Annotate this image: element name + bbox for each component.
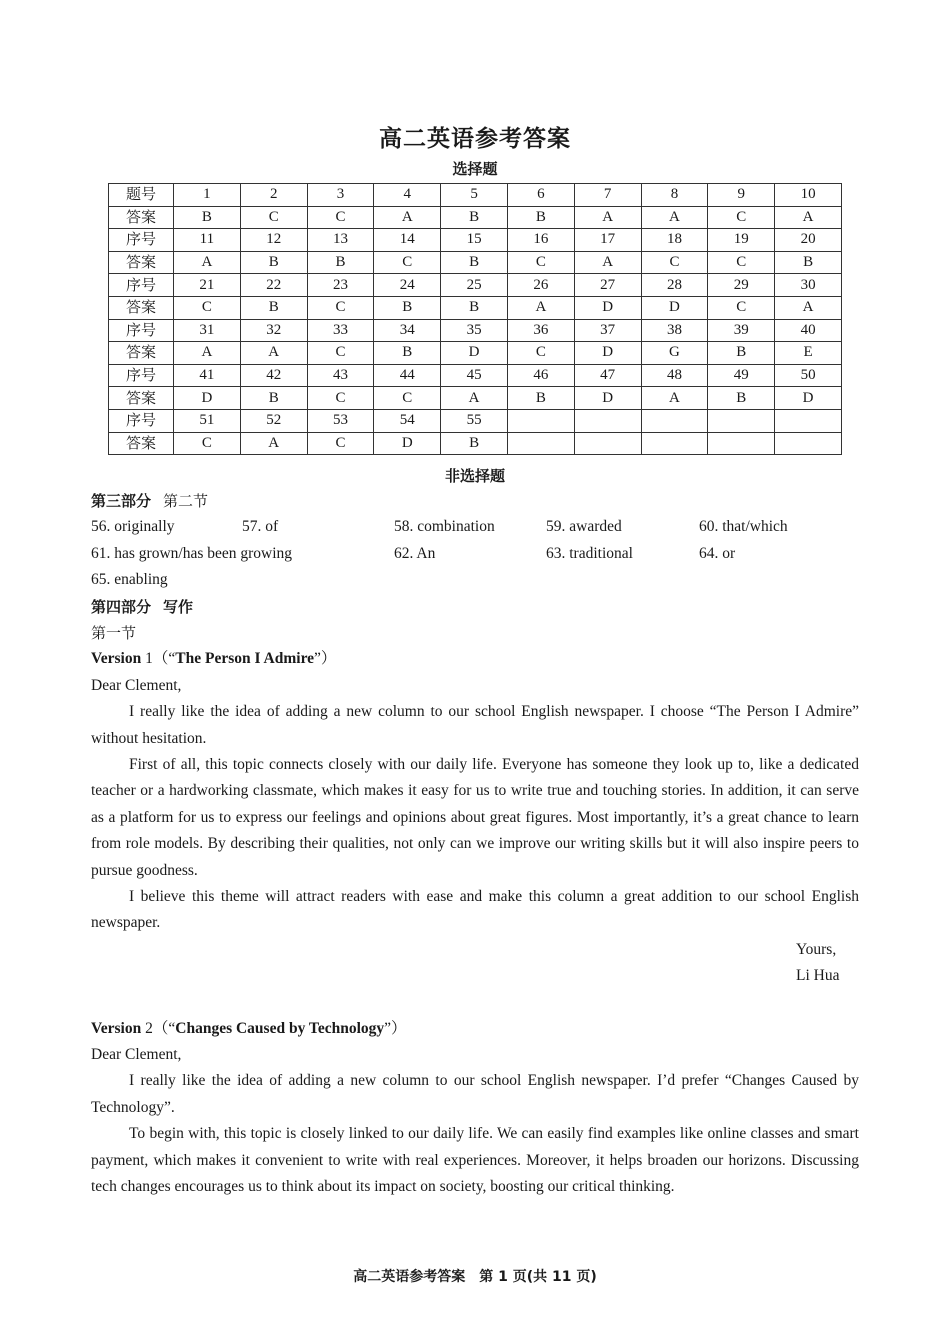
table-cell: 28	[641, 274, 708, 297]
table-cell: 44	[374, 364, 441, 387]
table-cell: 41	[174, 364, 241, 387]
table-cell: 5	[441, 184, 508, 207]
answer-row-2	[91, 541, 859, 567]
table-cell: C	[307, 296, 374, 319]
table-cell: 54	[374, 409, 441, 432]
table-cell: 38	[641, 319, 708, 342]
version1-label: Version	[91, 650, 142, 668]
table-cell: A	[775, 206, 842, 229]
version2-paragraph-2: To begin with, this topic is closely linked to our daily life. We can easily find examples like online classes and smart payment, which makes it convenient to write with real experiences. Moreover, it helps broaden our horizons. Discussing tech changes encourages us to think about its impact on society, boosting our critical thinking.	[91, 1125, 859, 1196]
table-cell: B	[374, 296, 441, 319]
table-cell: 2	[240, 184, 307, 207]
table-cell: 8	[641, 184, 708, 207]
answer-64: 64. or	[699, 544, 736, 562]
table-cell: A	[174, 251, 241, 274]
table-cell: 50	[775, 364, 842, 387]
table-cell: B	[240, 251, 307, 274]
table-cell: 27	[574, 274, 641, 297]
row-label: 序号	[109, 229, 174, 252]
table-cell	[775, 432, 842, 455]
row-label: 答案	[109, 342, 174, 365]
table-cell: 35	[441, 319, 508, 342]
table-cell: 29	[708, 274, 775, 297]
table-cell: 1	[174, 184, 241, 207]
table-cell: G	[641, 342, 708, 365]
part3-title: 第三部分	[91, 492, 152, 510]
table-cell: D	[574, 342, 641, 365]
table-cell: 48	[641, 364, 708, 387]
table-cell: C	[307, 342, 374, 365]
version2-label: Version	[91, 1019, 142, 1037]
part4-heading	[91, 594, 859, 620]
table-cell: 24	[374, 274, 441, 297]
table-cell: D	[374, 432, 441, 455]
version1-greeting: Dear Clement,	[91, 676, 182, 694]
table-cell: 12	[240, 229, 307, 252]
version1-title: The Person I Admire	[175, 650, 315, 668]
version2-heading	[91, 1016, 859, 1042]
answer-table-row	[109, 319, 842, 342]
table-cell: C	[174, 432, 241, 455]
table-cell: 42	[240, 364, 307, 387]
table-cell: 22	[240, 274, 307, 297]
table-cell: A	[240, 432, 307, 455]
table-cell: C	[708, 296, 775, 319]
table-cell	[574, 409, 641, 432]
answer-table-row	[109, 206, 842, 229]
answer-59: 59. awarded	[546, 518, 622, 536]
table-cell	[708, 432, 775, 455]
answer-table-row	[109, 184, 842, 207]
row-label: 序号	[109, 409, 174, 432]
row-label: 题号	[109, 184, 174, 207]
table-cell: 4	[374, 184, 441, 207]
table-cell: A	[574, 206, 641, 229]
version1-paragraph-2: First of all, this topic connects closely with our daily life. Everyone has someone they look up to, like a dedicated teacher or a hardworking classmate, which makes it easy for us to write true and touching stories. In addition, it can serve as a platform for us to express our feelings and opinions about great figures. Most importantly, it’s a great chance to learn from role models. By describing their qualities, not only can we improve our writing skills but it will also inspire peers to pursue goodness.	[91, 756, 859, 879]
table-cell: B	[775, 251, 842, 274]
answer-table-row	[109, 274, 842, 297]
table-cell: 7	[574, 184, 641, 207]
table-cell: 17	[574, 229, 641, 252]
table-cell: C	[307, 387, 374, 410]
row-label: 答案	[109, 387, 174, 410]
table-cell: D	[174, 387, 241, 410]
spacer	[91, 990, 859, 1016]
table-cell	[641, 409, 708, 432]
answer-62: 62. An	[394, 544, 436, 562]
table-cell	[708, 409, 775, 432]
answer-58: 58. combination	[394, 518, 495, 536]
table-cell: 55	[441, 409, 508, 432]
table-cell: 33	[307, 319, 374, 342]
table-cell: 14	[374, 229, 441, 252]
table-cell: 49	[708, 364, 775, 387]
part3-subtitle: 第二节	[163, 492, 209, 510]
table-cell: A	[374, 206, 441, 229]
table-cell: B	[441, 432, 508, 455]
table-cell: C	[307, 206, 374, 229]
table-cell: D	[574, 387, 641, 410]
table-cell: B	[507, 387, 574, 410]
table-cell: 15	[441, 229, 508, 252]
table-cell	[775, 409, 842, 432]
part3-heading	[91, 488, 859, 514]
row-label: 序号	[109, 364, 174, 387]
table-cell: 10	[775, 184, 842, 207]
table-cell: C	[708, 251, 775, 274]
answer-table-row	[109, 387, 842, 410]
table-cell: B	[507, 206, 574, 229]
version1-signature: Li Hua	[796, 967, 840, 985]
table-cell: 3	[307, 184, 374, 207]
table-cell: C	[307, 432, 374, 455]
version1-heading	[91, 646, 859, 672]
version2-paragraph-1: I really like the idea of adding a new column to our school English newspaper. I’d prefer “Changes Caused by Technology”.	[91, 1072, 859, 1116]
answer-57: 57. of	[242, 518, 279, 536]
version1-paragraph-3: I believe this theme will attract readers with ease and make this column a great addition to our school English newspaper.	[91, 888, 859, 932]
table-cell: 18	[641, 229, 708, 252]
table-cell: B	[708, 387, 775, 410]
page-title: 高二英语参考答案	[379, 125, 571, 152]
table-cell: A	[775, 296, 842, 319]
table-cell: 34	[374, 319, 441, 342]
version2-close: ”）	[384, 1019, 407, 1037]
table-cell: 52	[240, 409, 307, 432]
answer-table-row	[109, 342, 842, 365]
table-cell: A	[240, 342, 307, 365]
version2-greeting: Dear Clement,	[91, 1046, 182, 1064]
table-cell: C	[374, 251, 441, 274]
table-cell: 36	[507, 319, 574, 342]
answer-table-row	[109, 251, 842, 274]
answer-table-row	[109, 409, 842, 432]
table-cell: 19	[708, 229, 775, 252]
nonchoice-heading: 非选择题	[444, 467, 505, 485]
answer-60: 60. that/which	[699, 518, 788, 536]
table-cell: A	[174, 342, 241, 365]
table-cell: 37	[574, 319, 641, 342]
table-cell: 46	[507, 364, 574, 387]
table-cell: 23	[307, 274, 374, 297]
table-cell: 51	[174, 409, 241, 432]
version1-paragraph-1: I really like the idea of adding a new column to our school English newspaper. I choose “The Person I Admire” without hesitation.	[91, 703, 859, 747]
version1-close: ”）	[314, 650, 337, 668]
table-cell: B	[307, 251, 374, 274]
table-cell: 43	[307, 364, 374, 387]
table-cell: 13	[307, 229, 374, 252]
table-cell: A	[441, 387, 508, 410]
table-cell: B	[441, 296, 508, 319]
row-label: 序号	[109, 274, 174, 297]
table-cell: 26	[507, 274, 574, 297]
part3-block	[91, 488, 859, 1201]
table-cell: D	[574, 296, 641, 319]
table-cell	[641, 432, 708, 455]
table-cell: 9	[708, 184, 775, 207]
version1-number: 1（“	[141, 650, 176, 668]
table-cell: 39	[708, 319, 775, 342]
answer-63: 63. traditional	[546, 544, 633, 562]
answer-row-1	[91, 514, 859, 540]
page-footer: 高二英语参考答案 第 1 页(共 11 页)	[353, 1269, 597, 1285]
table-cell: A	[507, 296, 574, 319]
answer-65: 65. enabling	[91, 571, 168, 589]
table-cell: 40	[775, 319, 842, 342]
row-label: 答案	[109, 206, 174, 229]
table-cell	[507, 432, 574, 455]
part4-subtitle: 写作	[163, 597, 194, 616]
row-label: 答案	[109, 296, 174, 319]
table-cell: 11	[174, 229, 241, 252]
table-cell: C	[641, 251, 708, 274]
table-cell	[574, 432, 641, 455]
choice-heading: 选择题	[452, 160, 498, 178]
table-cell: 25	[441, 274, 508, 297]
table-cell: E	[775, 342, 842, 365]
table-cell: 6	[507, 184, 574, 207]
answer-61: 61. has grown/has been growing	[91, 544, 293, 562]
answer-56: 56. originally	[91, 518, 175, 536]
table-cell: D	[641, 296, 708, 319]
table-cell: 53	[307, 409, 374, 432]
table-cell: C	[507, 342, 574, 365]
table-cell: 45	[441, 364, 508, 387]
table-cell: D	[441, 342, 508, 365]
table-cell: 32	[240, 319, 307, 342]
table-cell: 31	[174, 319, 241, 342]
row-label: 答案	[109, 432, 174, 455]
table-cell: 20	[775, 229, 842, 252]
part4-title: 第四部分	[91, 597, 152, 616]
row-label: 答案	[109, 251, 174, 274]
table-cell: 30	[775, 274, 842, 297]
section-one-label: 第一节	[91, 623, 137, 642]
answer-table-row	[109, 296, 842, 319]
table-cell: 21	[174, 274, 241, 297]
table-cell: B	[174, 206, 241, 229]
row-label: 序号	[109, 319, 174, 342]
table-cell: B	[441, 251, 508, 274]
table-cell: A	[641, 206, 708, 229]
answer-table	[108, 183, 842, 455]
table-cell: B	[240, 387, 307, 410]
table-cell: C	[708, 206, 775, 229]
version1-closing: Yours,	[796, 940, 837, 958]
answer-table-row	[109, 432, 842, 455]
answer-table-row	[109, 229, 842, 252]
table-cell: 47	[574, 364, 641, 387]
table-cell: B	[374, 342, 441, 365]
table-cell: C	[374, 387, 441, 410]
table-cell: C	[507, 251, 574, 274]
table-cell: B	[240, 296, 307, 319]
table-cell: A	[641, 387, 708, 410]
table-cell: C	[174, 296, 241, 319]
version2-title: Changes Caused by Technology	[175, 1019, 385, 1037]
answer-row-3	[91, 567, 859, 593]
table-cell: C	[240, 206, 307, 229]
version2-number: 2（“	[141, 1019, 176, 1037]
table-cell: 16	[507, 229, 574, 252]
table-cell: B	[441, 206, 508, 229]
table-cell	[507, 409, 574, 432]
table-cell: B	[708, 342, 775, 365]
table-cell: A	[574, 251, 641, 274]
answer-table-row	[109, 364, 842, 387]
table-cell: D	[775, 387, 842, 410]
